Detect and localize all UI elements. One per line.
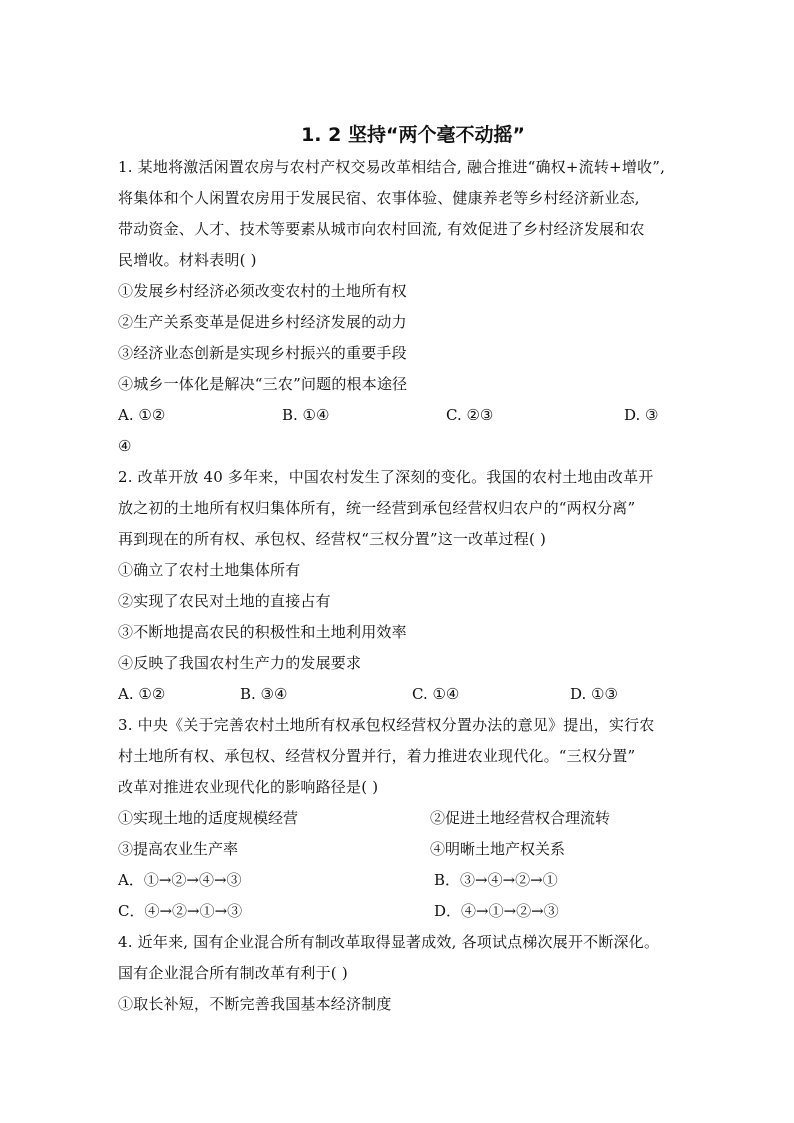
question-3-statements-row [118, 834, 698, 865]
question-2-statement: ①确立了农村土地集体所有 [118, 561, 301, 579]
option-b[interactable]: B. ③④ [240, 685, 288, 703]
option-b[interactable]: B．③→④→②→① [434, 871, 558, 889]
question-3-stem-line: 改革对推进农业现代化的影响路径是( ) [118, 778, 379, 796]
question-3-stem-line: 3. 中央《关于完善农村土地所有权承包权经营权分置办法的意见》提出，实行农 [118, 716, 655, 734]
question-1-stem-line: 带动资金、人才、技术等要素从城市向农村回流, 有效促进了乡村经济发展和农 [118, 220, 645, 238]
option-b[interactable]: B. ①④ [282, 406, 330, 424]
question-1-statement: ②生产关系变革是促进乡村经济发展的动力 [118, 313, 407, 331]
question-4-stem-line: 国有企业混合所有制改革有利于( ) [118, 964, 348, 982]
page-title: 1. 2 坚持“两个毫不动摇” [301, 124, 525, 146]
question-1 [118, 152, 698, 462]
question-1-options [118, 400, 698, 431]
question-3-statement: ②促进土地经营权合理流转 [430, 809, 611, 827]
question-4 [118, 927, 698, 1020]
question-3-statement: ④明晰土地产权关系 [430, 840, 566, 858]
question-2-stem-line: 2. 改革开放 40 多年来，中国农村发生了深刻的变化。我国的农村土地由改革开 [118, 468, 654, 486]
option-a[interactable]: A. ①② [118, 406, 166, 424]
option-d[interactable]: D．④→①→②→③ [434, 902, 559, 920]
question-3-statement: ①实现土地的适度规模经营 [118, 809, 299, 827]
question-2 [118, 462, 698, 710]
question-3 [118, 710, 698, 927]
question-3-stem-line: 村土地所有权、承包权、经营权分置并行，着力推进农业现代化。“三权分置” [118, 747, 636, 765]
question-1-statement: ①发展乡村经济必须改变农村的土地所有权 [118, 282, 407, 300]
question-4-stem-line: 4. 近年来, 国有企业混合所有制改革取得显著成效, 各项试点梯次展开不断深化。 [118, 933, 660, 951]
worksheet-page [118, 118, 698, 1020]
question-2-options [118, 679, 698, 710]
question-1-stem-line: 将集体和个人闲置农房用于发展民宿、农事体验、健康养老等乡村经济新业态, [118, 189, 640, 207]
option-d[interactable]: D. ①③ [570, 685, 618, 703]
option-c[interactable]: C．④→②→①→③ [118, 902, 243, 920]
question-2-statement: ③不断地提高农民的积极性和土地利用效率 [118, 623, 407, 641]
question-4-statement: ①取长补短，不断完善我国基本经济制度 [118, 995, 392, 1013]
question-3-options-row [118, 865, 698, 896]
option-d[interactable]: D. ③ [624, 406, 659, 424]
question-1-statement: ③经济业态创新是实现乡村振兴的重要手段 [118, 344, 407, 362]
option-c[interactable]: C. ②③ [446, 406, 494, 424]
question-2-statement: ④反映了我国农村生产力的发展要求 [118, 654, 362, 672]
option-d-continuation: ④ [118, 437, 132, 455]
question-2-stem-line: 再到现在的所有权、承包权、经营权“三权分置”这一改革过程( ) [118, 530, 547, 548]
question-1-stem-line: 1. 某地将激活闲置农房与农村产权交易改革相结合, 融合推进“确权+流转+增收”, [118, 158, 666, 176]
question-3-statements-row [118, 803, 698, 834]
question-2-statement: ②实现了农民对土地的直接占有 [118, 592, 331, 610]
question-3-statement: ③提高农业生产率 [118, 840, 239, 858]
question-1-statement: ④城乡一体化是解决“三农”问题的根本途径 [118, 375, 408, 393]
option-a[interactable]: A. ①② [118, 685, 166, 703]
question-3-options-row [118, 896, 698, 927]
question-1-stem-line: 民增收。材料表明( ) [118, 251, 257, 269]
option-c[interactable]: C. ①④ [412, 685, 460, 703]
option-a[interactable]: A．①→②→④→③ [118, 871, 242, 889]
question-2-stem-line: 放之初的土地所有权归集体所有，统一经营到承包经营权归农户的“两权分离” [118, 499, 636, 517]
